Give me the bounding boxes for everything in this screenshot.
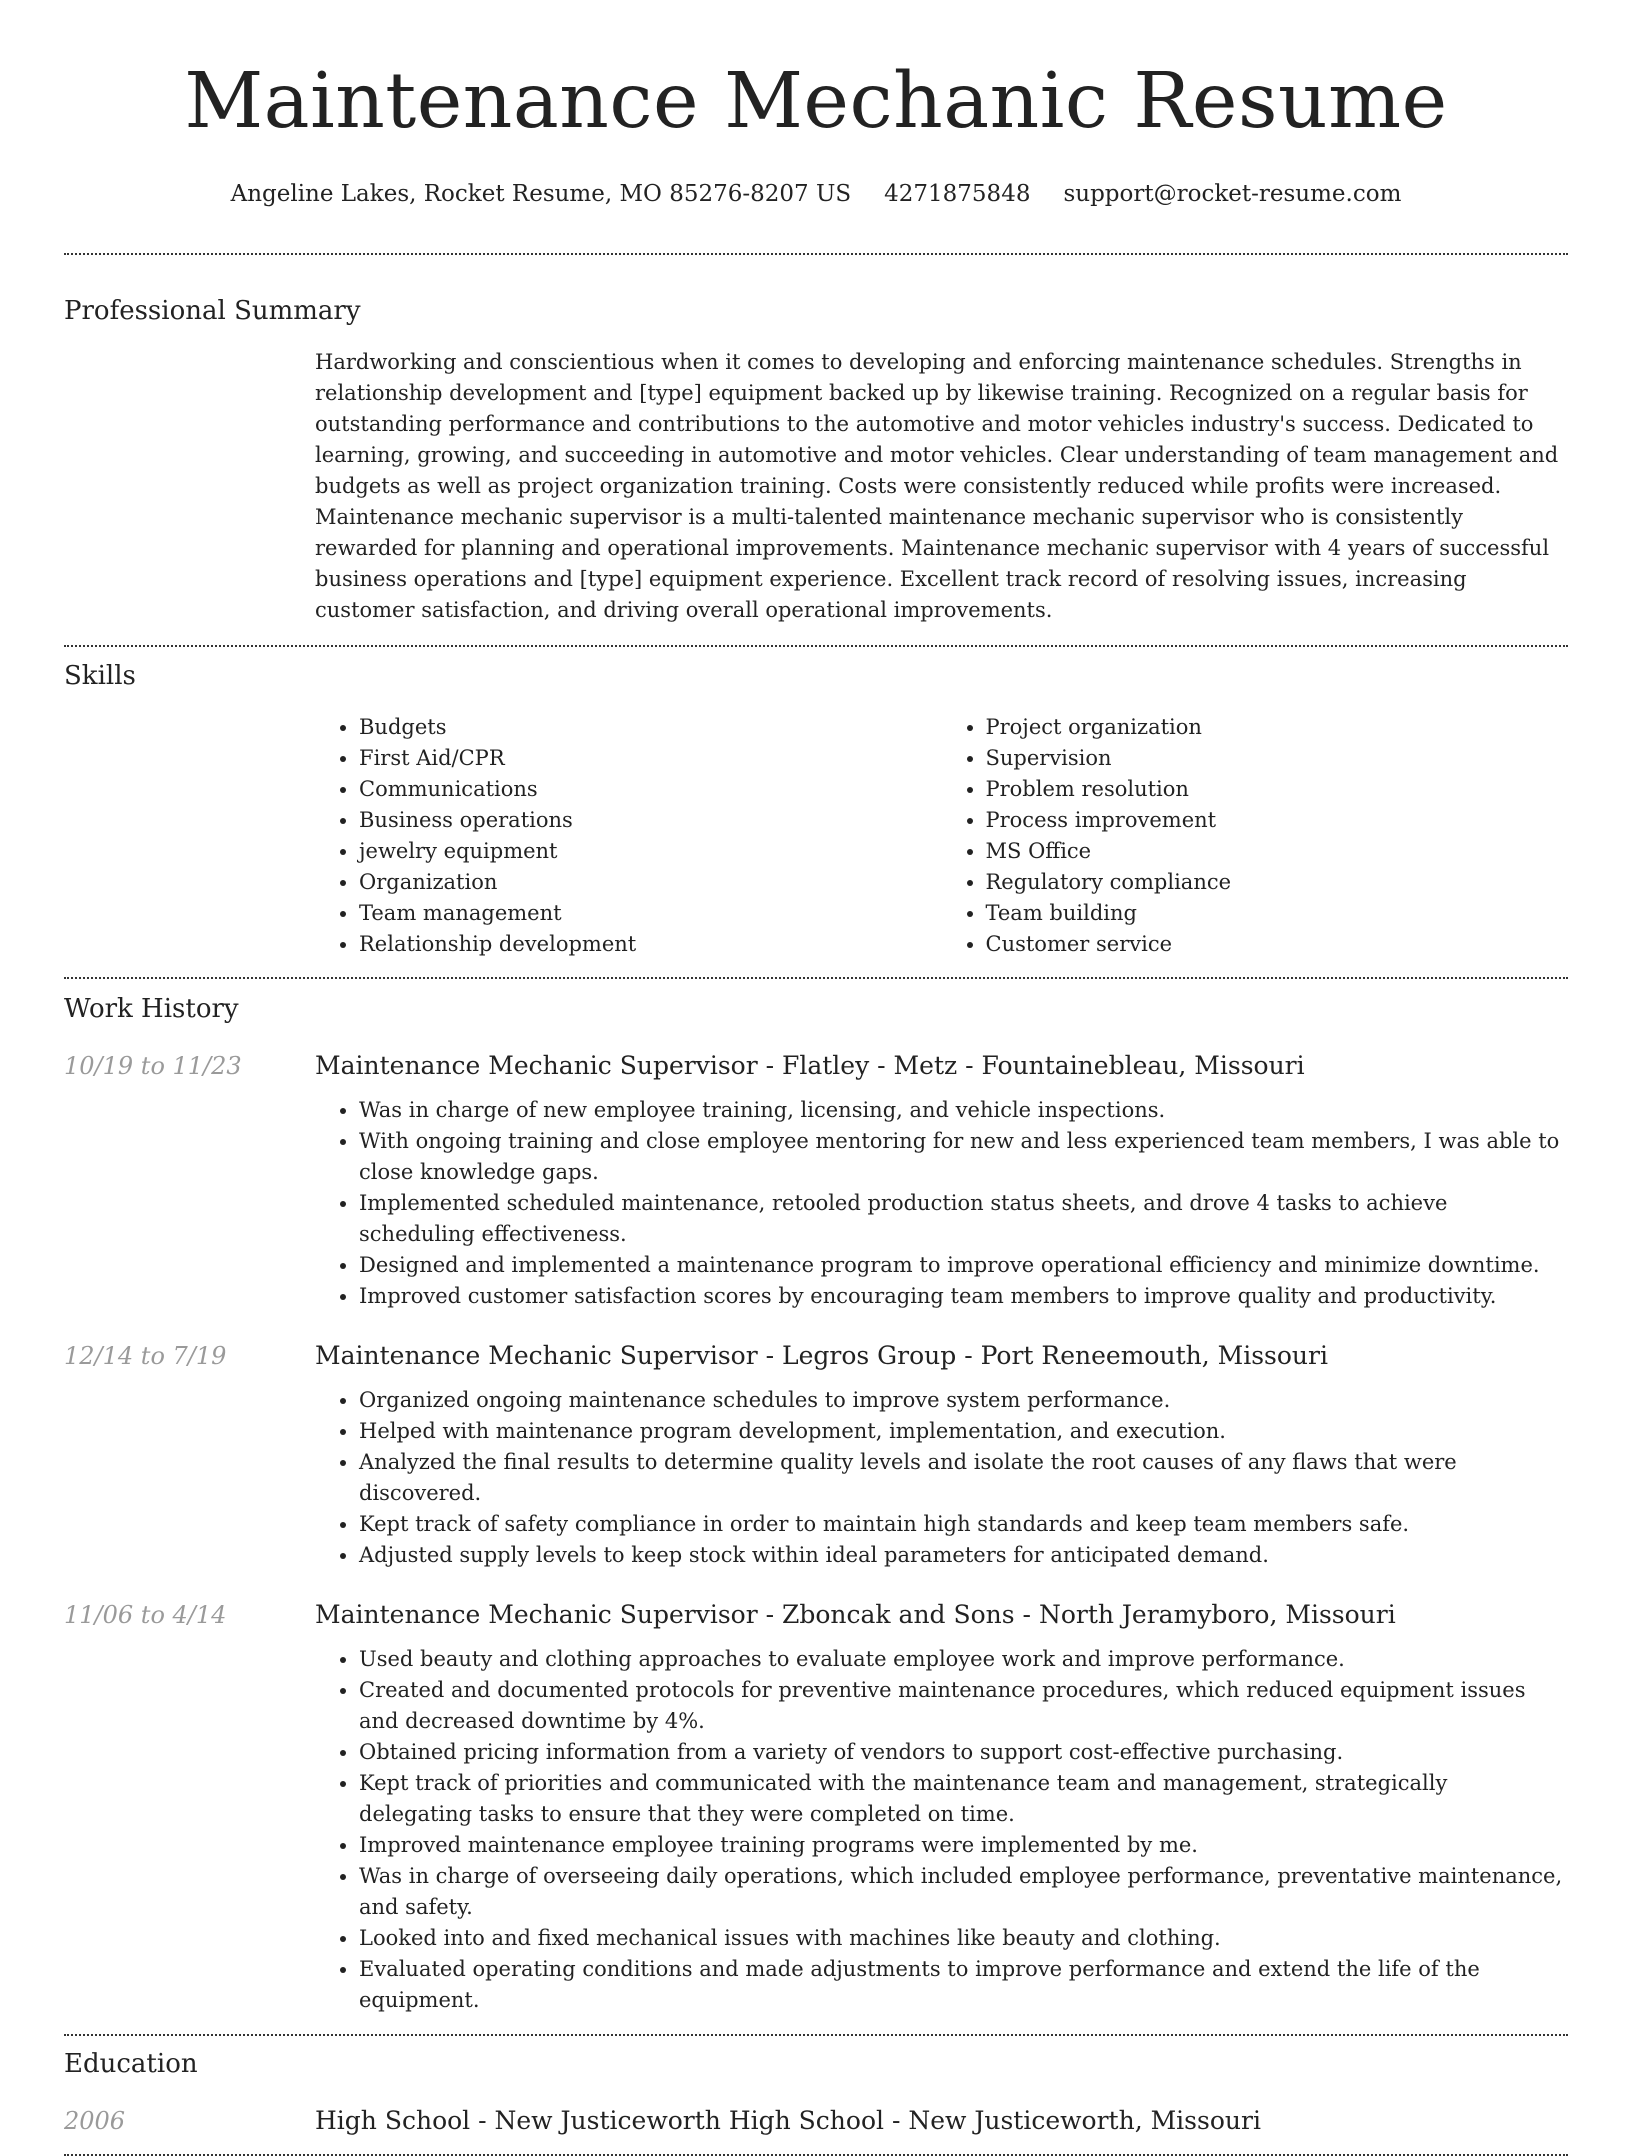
job-date: 12/14 to 7/19 xyxy=(64,1342,227,1370)
work-section xyxy=(64,991,1568,2016)
skills-heading: Skills xyxy=(64,661,136,691)
skill-item: • Customer service xyxy=(986,929,1569,960)
job-bullet: • Organized ongoing maintenance schedules to improve system performance. xyxy=(359,1385,1568,1416)
job-bullets xyxy=(315,1095,1568,1312)
skill-item: • Regulatory compliance xyxy=(986,867,1569,898)
education-section xyxy=(64,2046,1568,2138)
contact-email: support@rocket-resume.com xyxy=(1063,181,1402,207)
job-bullet: • Used beauty and clothing approaches to evaluate employee work and improve performance. xyxy=(359,1644,1568,1675)
resume-page xyxy=(64,0,1568,2156)
skill-item: • Problem resolution xyxy=(986,774,1569,805)
job-bullet: • Kept track of safety compliance in order to maintain high standards and keep team members safe. xyxy=(359,1509,1568,1540)
contact-info xyxy=(64,178,1568,210)
job-entry xyxy=(64,1598,1568,2016)
job-date: 10/19 to 11/23 xyxy=(64,1052,242,1080)
job-bullet: • Analyzed the final results to determine quality levels and isolate the root causes of any flaws that were discovered. xyxy=(359,1447,1568,1509)
job-bullet: • Was in charge of overseeing daily operations, which included employee performance, preventative maintenance, and safety. xyxy=(359,1861,1568,1923)
job-entry xyxy=(64,1049,1568,1312)
education-date: 2006 xyxy=(64,2107,126,2135)
job-bullet: • Designed and implemented a maintenance program to improve operational efficiency and minimize downtime. xyxy=(359,1250,1568,1281)
education-heading: Education xyxy=(64,2049,198,2079)
job-entry xyxy=(64,1339,1568,1571)
education-entry xyxy=(64,2104,1568,2138)
skill-item: • jewelry equipment xyxy=(359,836,942,867)
skills-list-left xyxy=(315,712,942,960)
section-divider xyxy=(64,977,1568,979)
summary-heading: Professional Summary xyxy=(64,296,361,326)
section-divider xyxy=(64,645,1568,647)
summary-text: Hardworking and conscientious when it comes to developing and enforcing maintenance schedules. Strengths in relationship development and [type] equipment backed up by likewise training. Recognized on a regular basis for outstanding performance and contributions to the automotive and motor vehicles industry's success. Dedicated to learning, growing, and succeeding in automotive and motor vehicles. Clear understanding of team management and budgets as well as project organization training. Costs were consistently reduced while profits were increased. Maintenance mechanic supervisor is a multi-talented maintenance mechanic supervisor who is consistently rewarded for planning and operational improvements. Maintenance mechanic supervisor with 4 years of successful business operations and [type] equipment experience. Excellent track record of resolving issues, increasing customer satisfaction, and driving overall operational improvements. xyxy=(315,350,1559,622)
contact-address: Angeline Lakes, Rocket Resume, MO 85276-8207 US xyxy=(230,181,852,207)
job-title: Maintenance Mechanic Supervisor - Zboncak and Sons - North Jeramyboro, Missouri xyxy=(315,1600,1396,1629)
skill-item: • Supervision xyxy=(986,743,1569,774)
job-bullets xyxy=(315,1644,1568,2016)
skill-item: • Business operations xyxy=(359,805,942,836)
job-bullet: • Helped with maintenance program development, implementation, and execution. xyxy=(359,1416,1568,1447)
job-bullets xyxy=(315,1385,1568,1571)
skill-item: • Organization xyxy=(359,867,942,898)
job-bullet: • Implemented scheduled maintenance, retooled production status sheets, and drove 4 tasks to achieve scheduling effectiveness. xyxy=(359,1188,1568,1250)
summary-body xyxy=(315,347,1568,626)
skill-item: • Team building xyxy=(986,898,1569,929)
skill-item: • Project organization xyxy=(986,712,1569,743)
resume-title: Maintenance Mechanic Resume xyxy=(184,57,1448,146)
job-bullet: • Created and documented protocols for preventive maintenance procedures, which reduced equipment issues and decreased downtime by 4%. xyxy=(359,1675,1568,1737)
work-heading: Work History xyxy=(64,994,239,1024)
contact-phone: 4271875848 xyxy=(884,181,1031,207)
section-divider xyxy=(64,2034,1568,2036)
job-bullet: • Improved customer satisfaction scores by encouraging team members to improve quality and productivity. xyxy=(359,1281,1568,1312)
skill-item: • Relationship development xyxy=(359,929,942,960)
section-divider xyxy=(64,253,1568,255)
job-bullet: • Evaluated operating conditions and made adjustments to improve performance and extend the life of the equipment. xyxy=(359,1954,1568,2016)
skill-item: • Communications xyxy=(359,774,942,805)
job-title: Maintenance Mechanic Supervisor - Flatley - Metz - Fountainebleau, Missouri xyxy=(315,1051,1305,1080)
job-bullet: • Was in charge of new employee training, licensing, and vehicle inspections. xyxy=(359,1095,1568,1126)
education-detail: High School - New Justiceworth High School - New Justiceworth, Missouri xyxy=(315,2106,1261,2135)
skill-item: • First Aid/CPR xyxy=(359,743,942,774)
job-bullet: • With ongoing training and close employee mentoring for new and less experienced team members, I was able to close knowledge gaps. xyxy=(359,1126,1568,1188)
skill-item: • Process improvement xyxy=(986,805,1569,836)
job-bullet: • Kept track of priorities and communicated with the maintenance team and management, strategically delegating tasks to ensure that they were completed on time. xyxy=(359,1768,1568,1830)
skill-item: • Team management xyxy=(359,898,942,929)
job-bullet: • Adjusted supply levels to keep stock within ideal parameters for anticipated demand. xyxy=(359,1540,1568,1571)
skill-item: • MS Office xyxy=(986,836,1569,867)
summary-section xyxy=(64,293,1568,626)
skills-grid xyxy=(315,712,1568,960)
job-bullet: • Looked into and fixed mechanical issues with machines like beauty and clothing. xyxy=(359,1923,1568,1954)
skills-section xyxy=(64,658,1568,960)
job-bullet: • Improved maintenance employee training programs were implemented by me. xyxy=(359,1830,1568,1861)
job-date: 11/06 to 4/14 xyxy=(64,1601,227,1629)
job-title: Maintenance Mechanic Supervisor - Legros Group - Port Reneemouth, Missouri xyxy=(315,1341,1328,1370)
skill-item: • Budgets xyxy=(359,712,942,743)
job-bullet: • Obtained pricing information from a variety of vendors to support cost-effective purchasing. xyxy=(359,1737,1568,1768)
skills-list-right xyxy=(942,712,1569,960)
